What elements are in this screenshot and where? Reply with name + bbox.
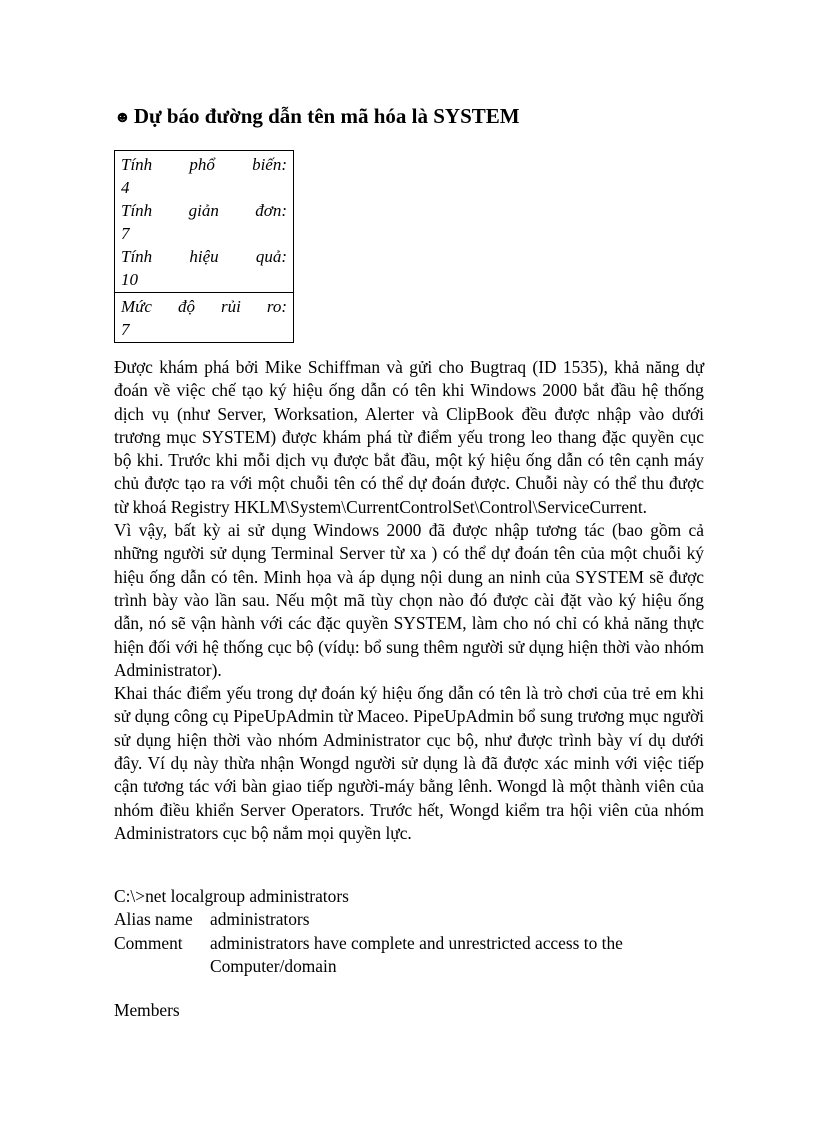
rating-simplicity: Tính giản đơn: 7 bbox=[121, 201, 287, 243]
command-line: C:\>net localgroup administrators bbox=[114, 886, 349, 906]
paragraph: Vì vậy, bất kỳ ai sử dụng Windows 2000 đã được nhập tương tác (bao gồm cả những người sử dụng Terminal Server từ xa ) có thể dự đoán tên của một chuỗi ký hiệu ống dẫn có tên. Minh họa và áp dụng nội dung an ninh của SYSTEM sẽ được trình bày vào lần sau. Nếu một mã tùy chọn nào đó được cài đặt vào ký hiệu ống dẫn, nó sẽ vận hành với các đặc quyền SYSTEM, làm cho nó chỉ có khả năng thực hiện đối với hệ thống cục bộ (vídụ: bổ sung thêm người sử dụng hiện thời vào nhóm Administrator). bbox=[114, 520, 704, 680]
paragraph: Khai thác điểm yếu trong dự đoán ký hiệu ống dẫn có tên là trò chơi của trẻ em khi sử dụng công cụ PipeUpAdmin từ Maceo. PipeUpAdmin bổ sung trương mục người sử dụng hiện thời vào nhóm Administrator cục bộ, như được trình bày ví dụ dưới đây. Ví dụ này thừa nhận Wongd người sử dụng là đã được xác minh với việc tiếp cận tương tác với bàn giao tiếp người-máy bằng lênh. Wongd là một thành viên của nhóm điều khiển Server Operators. Trước hết, Wongd kiểm tra hội viên của nhóm Administrators cục bộ nắm mọi quyền lực. bbox=[114, 683, 704, 843]
smiley-bullet-icon: ☻ bbox=[114, 109, 131, 126]
rating-risk: Mức độ rủi ro: 7 bbox=[121, 297, 287, 339]
rating-value: 4 bbox=[121, 178, 130, 197]
rating-group-risk bbox=[115, 292, 293, 342]
alias-row bbox=[114, 908, 680, 931]
paragraph: Được khám phá bởi Mike Schiffman và gửi cho Bugtraq (ID 1535), khả năng dự đoán về việc chế tạo ký hiệu ống dẫn có tên khi Windows 2000 bắt đầu hệ thống dịch vụ (như Server, Worksation, Alerter và ClipBook đều được nhập vào dưới trương mục SYSTEM) được khám phá từ điểm yếu trong leo thang đặc quyền cục bộ khi. Trước khi mỗi dịch vụ được bắt đầu, một ký hiệu ống dẫn có tên cạnh máy chủ được tạo ra với một chuỗi tên có thể dự đoán được. Chuỗi này có thể thu được từ khoá Registry HKLM\System\CurrentControlSet\Control\ServiceCurrent. bbox=[114, 357, 704, 517]
rating-value: 7 bbox=[121, 224, 130, 243]
section-heading bbox=[114, 104, 520, 129]
command-output bbox=[114, 885, 680, 978]
rating-group-attributes bbox=[115, 151, 293, 292]
rating-popularity: Tính phổ biến: 4 bbox=[121, 155, 287, 197]
section-title: Dự báo đường dẫn tên mã hóa là SYSTEM bbox=[133, 104, 520, 128]
rating-effectiveness: Tính hiệu quả: 10 bbox=[121, 247, 287, 289]
rating-value: 7 bbox=[121, 320, 130, 339]
comment-value: administrators have complete and unrestricted access to the Computer/domain bbox=[210, 932, 623, 976]
rating-box bbox=[114, 150, 294, 343]
members-label: Members bbox=[114, 1000, 180, 1020]
comment-row bbox=[114, 932, 680, 979]
alias-key: Alias name bbox=[114, 909, 193, 930]
alias-value: administrators bbox=[210, 909, 310, 930]
rating-value: 10 bbox=[121, 270, 138, 289]
comment-key: Comment bbox=[114, 932, 183, 953]
body-text bbox=[114, 356, 704, 845]
